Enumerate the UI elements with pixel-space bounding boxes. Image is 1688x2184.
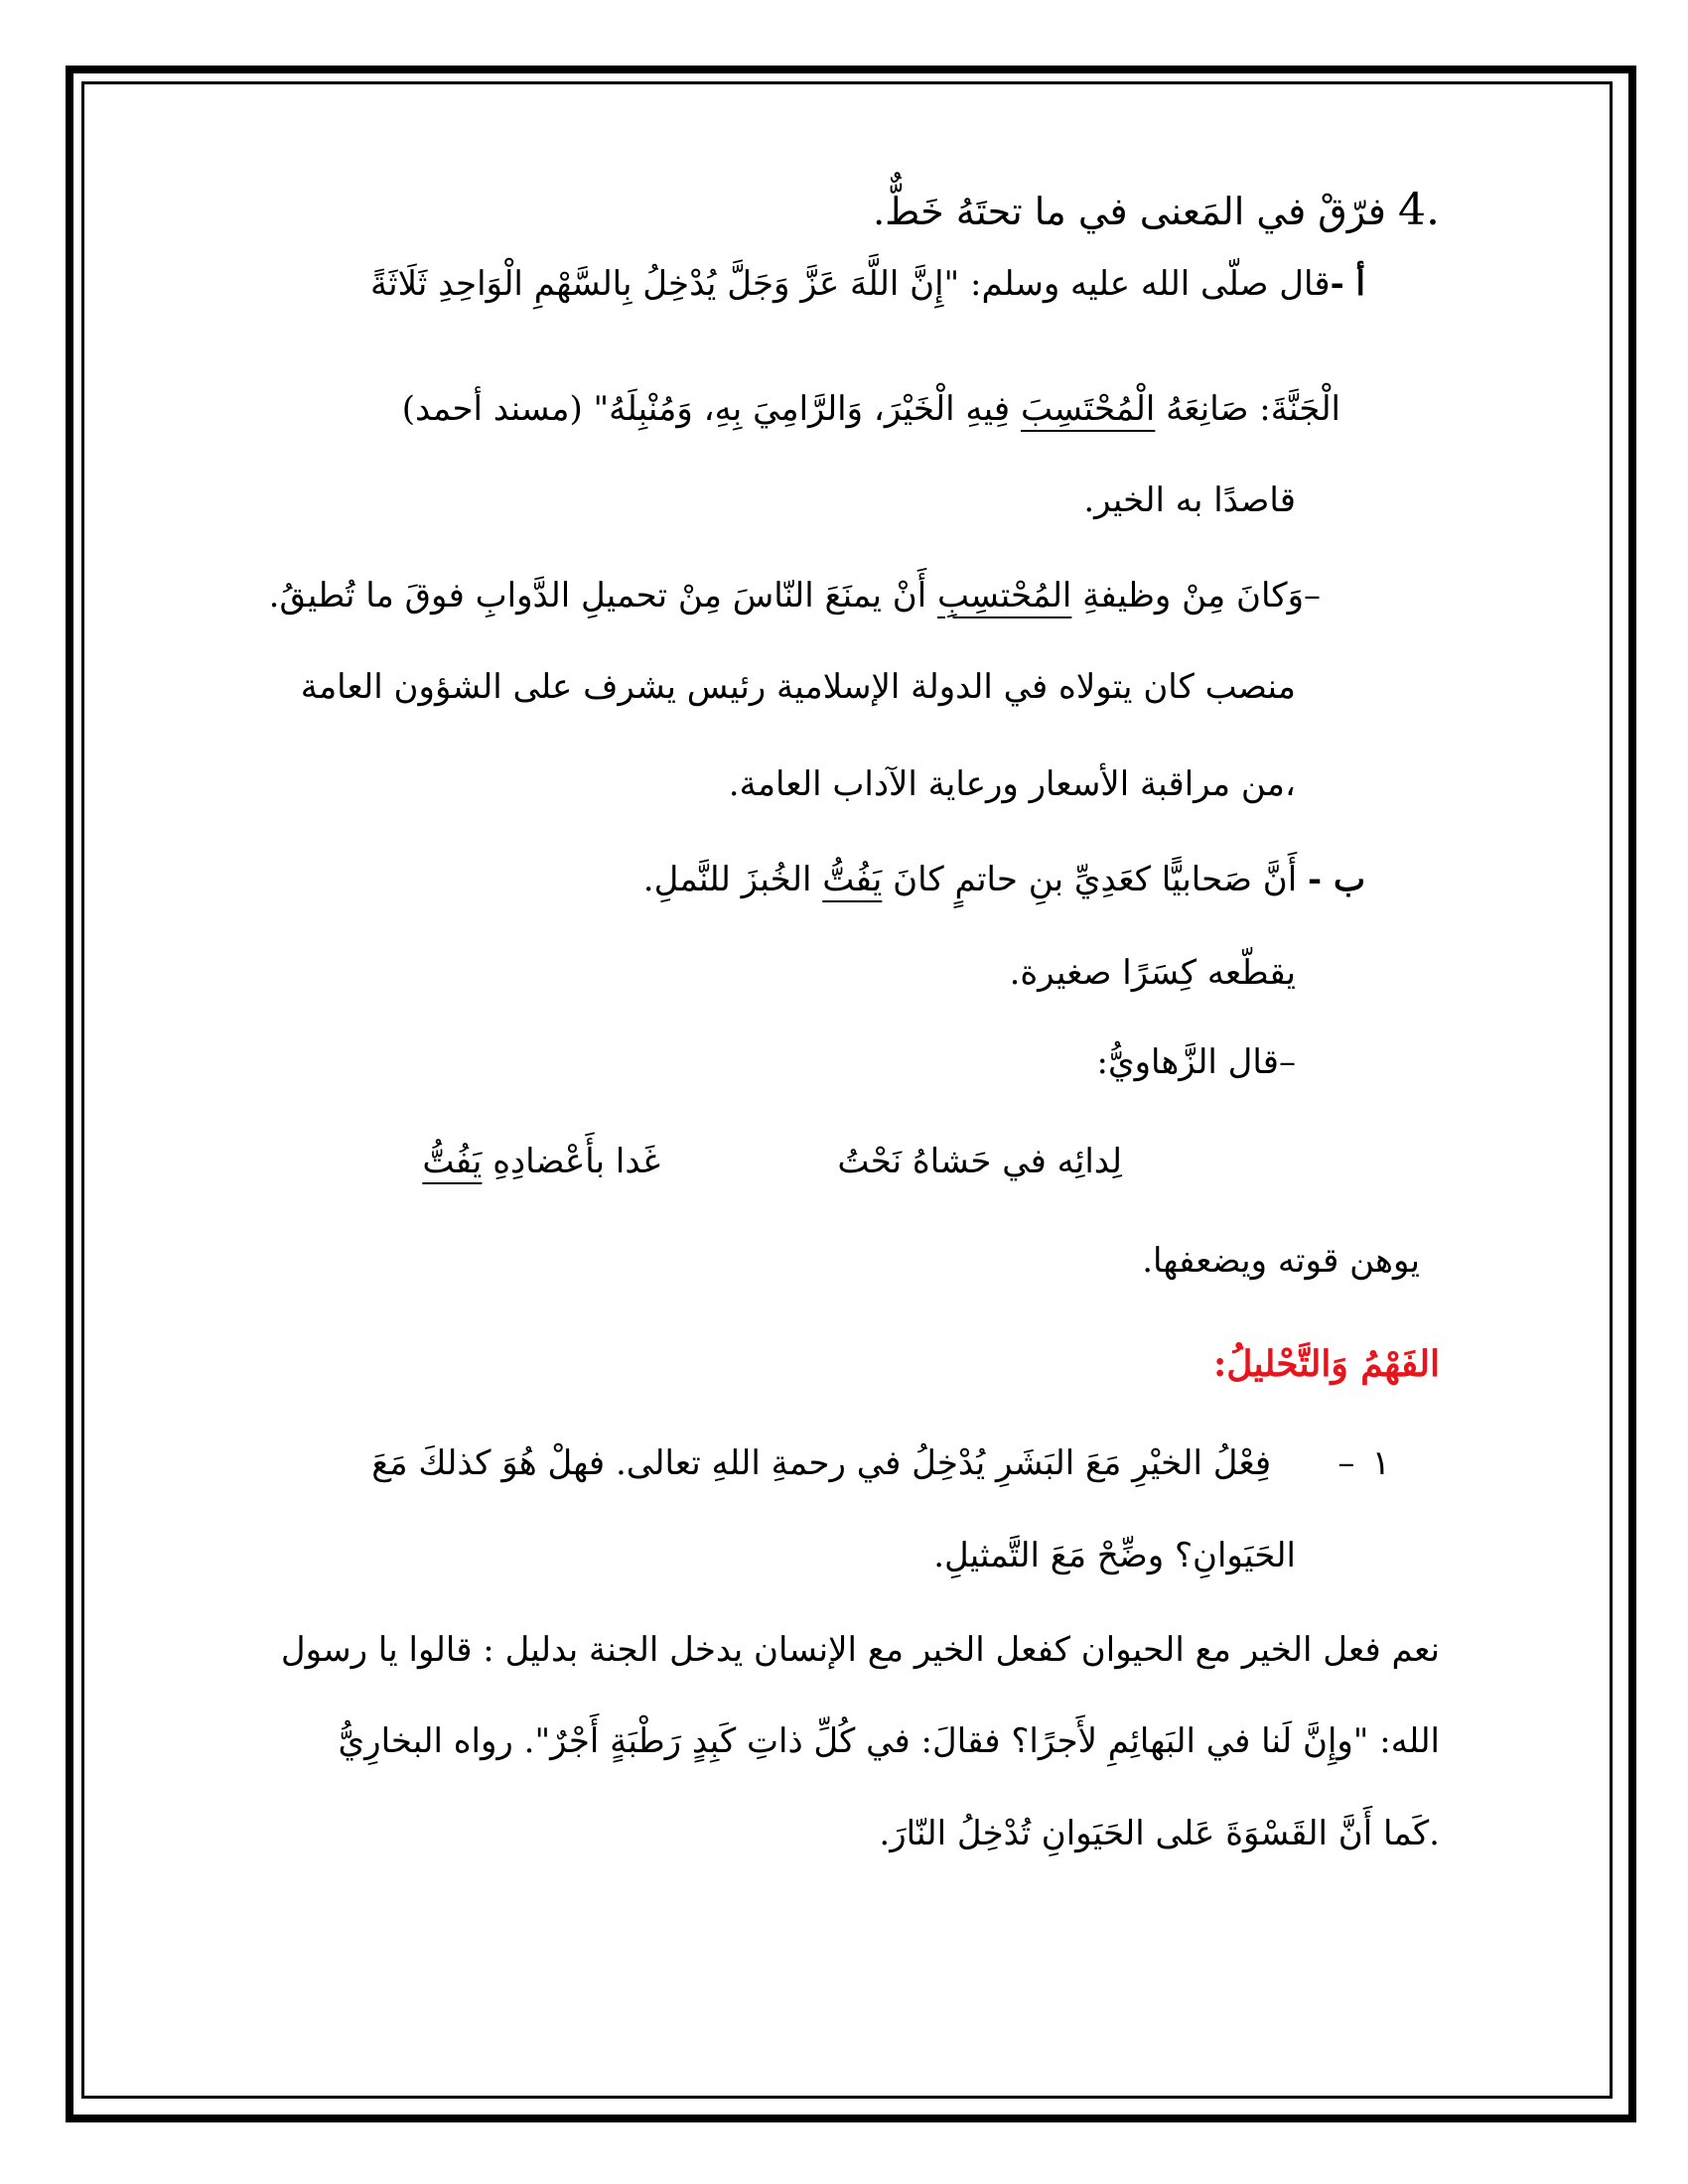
item-a-line-4: [269, 574, 1321, 617]
verse-right-hemistich: لِدائِه في حَشاهُ نَحْتُ: [837, 1142, 1122, 1181]
item-b-marker: ب -: [1308, 860, 1365, 899]
sentence-start: –وَكانَ مِنْ وظيفةِ: [1071, 576, 1321, 615]
answer-line-3: .كَما أَنَّ القَسْوَةَ عَلى الحَيَوانِ تُدْخِلُ النّارَ.: [879, 1814, 1440, 1853]
underlined-word-yafut-1: يَفُتُّ: [822, 860, 883, 899]
underlined-word-muhtasib-1: الْمُحْتَسِبَ: [1020, 389, 1156, 429]
question-1-text: فِعْلُ الخيْرِ مَعَ البَشَرِ يُدْخِلُ في رحمةِ اللهِ تعالى. فهلْ هُوَ كذلكَ مَعَ: [371, 1443, 1272, 1483]
hadith-line-1: قال صلّى الله عليه وسلم: "إِنَّ اللَّهَ عَزَّ وَجَلَّ يُدْخِلُ بِالسَّهْمِ الْوَاحِدِ ثَلَاثَةً: [369, 264, 1331, 304]
question-1-line-1: [371, 1441, 1390, 1485]
meaning-yafut-1: يقطّعه كِسَرًا صغيرة.: [1009, 953, 1296, 993]
answer-line-1: نعم فعل الخير مع الحيوان كفعل الخير مع الإنسان يدخل الجنة بدليل : قالوا يا رسول: [280, 1630, 1440, 1670]
meaning-muhtasib-1: قاصدًا به الخير.: [1083, 480, 1296, 520]
meaning-muhtasib-2-line-2: ،من مراقبة الأسعار ورعاية الآداب العامة.: [728, 764, 1296, 804]
question-1-number: ١: [1371, 1443, 1390, 1483]
meaning-yafut-2: يوهن قوته ويضعفها.: [1142, 1241, 1420, 1281]
question-1-dash: –: [1337, 1443, 1355, 1483]
item-a-marker: أ -: [1330, 264, 1365, 304]
meaning-muhtasib-2-line-1: منصب كان يتولاه في الدولة الإسلامية رئيس يشرف على الشؤون العامة: [300, 667, 1296, 707]
answer-line-2: الله: "وإِنَّ لَنا في البَهائِمِ لأَجرًا؟ فقالَ: في كُلِّ ذاتِ كَبِدٍ رَطْبَةٍ أَجْرٌ". رواه البخارِيُّ: [338, 1721, 1440, 1761]
question-number: 4.: [1398, 185, 1440, 235]
section-heading: الفَهْمُ وَالتَّحْليلُ:: [1212, 1343, 1440, 1385]
question-1-line-2: الحَيَوانِ؟ وضِّحْ مَعَ التَّمثيلِ.: [933, 1536, 1296, 1575]
verse-left-start: غَدا بأَعْضادِهِ: [482, 1142, 660, 1181]
underlined-word-yafut-2: يَفُتُّ: [422, 1142, 483, 1181]
sentence-end: أَنْ يمنَعَ النّاسَ مِنْ تحميلِ الدَّوابِ فوقَ ما تُطيقُ.: [268, 576, 937, 615]
hadith-line-2-end: فِيهِ الْخَيْرَ، وَالرَّامِيَ بِهِ، وَمُنْبِلَهُ" (مسند أحمد): [401, 389, 1021, 429]
question-4-title: [873, 185, 1440, 235]
page-border-inner: [81, 81, 1613, 2099]
item-b-line-1: [643, 858, 1365, 901]
question-text: فرّقْ في المَعنى في ما تحتَهُ خَطٌّ.: [873, 190, 1386, 233]
underlined-word-muhtasib-2: المُحْتسِبِ: [936, 576, 1072, 615]
verse-left-hemistich: [422, 1140, 660, 1183]
sentence-end: الخُبزَ للنَّملِ.: [642, 860, 823, 899]
hadith-line-2-start: الْجَنَّةَ: صَانِعَهُ: [1155, 389, 1340, 429]
item-a-line-2: [402, 387, 1340, 431]
poet-attribution: –قال الزَّهاويُّ:: [1096, 1042, 1296, 1082]
sentence-start: أَنَّ صَحابيًّا كعَدِيِّ بنِ حاتمٍ كانَ: [882, 860, 1298, 899]
item-a-line-1: [370, 262, 1365, 306]
